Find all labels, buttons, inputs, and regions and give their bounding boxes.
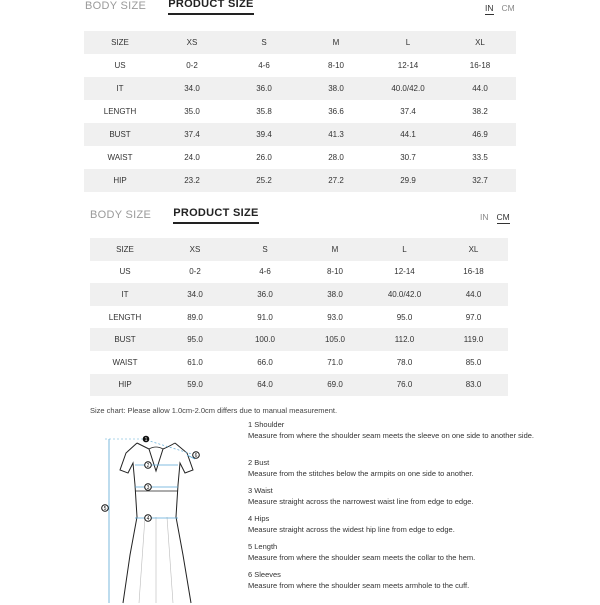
row-label-cell: IT bbox=[90, 283, 160, 306]
unit-in-button[interactable]: IN bbox=[485, 3, 494, 13]
table-cell: 76.0 bbox=[370, 374, 439, 397]
tabs-cm bbox=[90, 207, 259, 224]
row-label-cell: BUST bbox=[84, 123, 156, 146]
measurement-sleeves: 6 Sleeves Measure from where the shoulder seam meets armhole to the cuff. bbox=[248, 570, 470, 590]
table-cell: XS bbox=[160, 238, 230, 261]
table-cell: 93.0 bbox=[300, 306, 370, 329]
table-cell: 16-18 bbox=[439, 261, 508, 284]
table-cell: 100.0 bbox=[230, 328, 300, 351]
svg-text:3: 3 bbox=[146, 485, 150, 492]
table-cell: 97.0 bbox=[439, 306, 508, 329]
marker-2 bbox=[145, 462, 152, 470]
table-row bbox=[90, 261, 508, 284]
table-cell: 40.0/42.0 bbox=[370, 283, 439, 306]
unit-toggle-cm bbox=[480, 212, 510, 224]
table-cell: 44.0 bbox=[439, 283, 508, 306]
table-cell: 26.0 bbox=[228, 146, 300, 169]
row-label-cell: LENGTH bbox=[84, 100, 156, 123]
table-cell: 12-14 bbox=[372, 54, 444, 77]
dress-left-outline bbox=[120, 443, 137, 603]
tab-body-size[interactable]: BODY SIZE bbox=[85, 0, 147, 12]
table-cell: XS bbox=[156, 31, 228, 54]
table-cell: 69.0 bbox=[300, 374, 370, 397]
table-cell: 119.0 bbox=[439, 328, 508, 351]
table-row bbox=[90, 283, 508, 306]
svg-text:2: 2 bbox=[146, 463, 150, 470]
table-cell: 32.7 bbox=[444, 169, 516, 192]
table-row bbox=[90, 374, 508, 397]
unit-in-button[interactable]: IN bbox=[480, 212, 489, 222]
row-label-cell: US bbox=[90, 261, 160, 284]
row-label-cell: WAIST bbox=[90, 351, 160, 374]
table-cell: 85.0 bbox=[439, 351, 508, 374]
table-row bbox=[90, 351, 508, 374]
marker-6 bbox=[193, 452, 200, 460]
table-cell: 37.4 bbox=[156, 123, 228, 146]
row-label-cell: SIZE bbox=[90, 238, 160, 261]
unit-cm-button[interactable]: CM bbox=[501, 3, 515, 13]
marker-3 bbox=[145, 484, 152, 492]
unit-toggle-in bbox=[485, 3, 515, 15]
size-table-cm bbox=[90, 238, 508, 396]
table-cell: 37.4 bbox=[372, 100, 444, 123]
table-row bbox=[84, 169, 516, 192]
row-label-cell: SIZE bbox=[84, 31, 156, 54]
table-row bbox=[90, 328, 508, 351]
table-cell: 36.0 bbox=[228, 77, 300, 100]
table-cell: 112.0 bbox=[370, 328, 439, 351]
dress-diagram bbox=[95, 425, 240, 605]
table-cell: 61.0 bbox=[160, 351, 230, 374]
table-cell: L bbox=[370, 238, 439, 261]
table-cell: 95.0 bbox=[370, 306, 439, 329]
marker-4 bbox=[145, 515, 152, 523]
table-cell: 59.0 bbox=[160, 374, 230, 397]
table-cell: 95.0 bbox=[160, 328, 230, 351]
table-cell: 34.0 bbox=[160, 283, 230, 306]
dress-right-outline bbox=[175, 443, 193, 603]
tabs-in bbox=[85, 0, 254, 15]
table-cell: 25.2 bbox=[228, 169, 300, 192]
table-cell: 4-6 bbox=[228, 54, 300, 77]
svg-text:1: 1 bbox=[144, 437, 148, 444]
row-label-cell: US bbox=[84, 54, 156, 77]
table-cell: 44.0 bbox=[444, 77, 516, 100]
table-cell: S bbox=[230, 238, 300, 261]
table-cell: XL bbox=[444, 31, 516, 54]
table-cell: 8-10 bbox=[300, 261, 370, 284]
table-header-row bbox=[84, 31, 516, 54]
table-cell: 105.0 bbox=[300, 328, 370, 351]
row-label-cell: HIP bbox=[84, 169, 156, 192]
measurement-shoulder: 1 Shoulder Measure from where the shoulder seam meets the sleeve on one side to another side. bbox=[248, 420, 534, 440]
table-cell: 89.0 bbox=[160, 306, 230, 329]
table-cell: M bbox=[300, 31, 372, 54]
table-cell: L bbox=[372, 31, 444, 54]
row-label-cell: IT bbox=[84, 77, 156, 100]
table-cell: 23.2 bbox=[156, 169, 228, 192]
tab-body-size[interactable]: BODY SIZE bbox=[90, 209, 152, 221]
svg-text:5: 5 bbox=[103, 506, 107, 513]
table-row bbox=[84, 100, 516, 123]
table-cell: 40.0/42.0 bbox=[372, 77, 444, 100]
table-cell: 28.0 bbox=[300, 146, 372, 169]
table-cell: 64.0 bbox=[230, 374, 300, 397]
table-row bbox=[84, 54, 516, 77]
table-cell: 0-2 bbox=[160, 261, 230, 284]
table-cell: 91.0 bbox=[230, 306, 300, 329]
table-header-row bbox=[90, 238, 508, 261]
table-cell: 36.6 bbox=[300, 100, 372, 123]
table-cell: 34.0 bbox=[156, 77, 228, 100]
table-cell: 35.8 bbox=[228, 100, 300, 123]
table-cell: 38.0 bbox=[300, 77, 372, 100]
table-cell: 12-14 bbox=[370, 261, 439, 284]
table-cell: 46.9 bbox=[444, 123, 516, 146]
svg-text:4: 4 bbox=[146, 516, 150, 523]
unit-cm-button[interactable]: CM bbox=[496, 212, 510, 222]
table-cell: 41.3 bbox=[300, 123, 372, 146]
measurement-waist: 3 Waist Measure straight across the narrowest waist line from edge to edge. bbox=[248, 486, 474, 506]
table-cell: 27.2 bbox=[300, 169, 372, 192]
table-cell: 83.0 bbox=[439, 374, 508, 397]
row-label-cell: BUST bbox=[90, 328, 160, 351]
table-cell: 38.0 bbox=[300, 283, 370, 306]
table-cell: 38.2 bbox=[444, 100, 516, 123]
table-cell: S bbox=[228, 31, 300, 54]
marker-5 bbox=[102, 505, 109, 513]
tab-product-size[interactable]: PRODUCT SIZE bbox=[173, 207, 259, 224]
table-cell: 8-10 bbox=[300, 54, 372, 77]
table-cell: 30.7 bbox=[372, 146, 444, 169]
svg-text:6: 6 bbox=[194, 453, 198, 460]
table-cell: 71.0 bbox=[300, 351, 370, 374]
marker-1 bbox=[143, 436, 150, 444]
row-label-cell: LENGTH bbox=[90, 306, 160, 329]
table-cell: 78.0 bbox=[370, 351, 439, 374]
table-cell: 44.1 bbox=[372, 123, 444, 146]
row-label-cell: HIP bbox=[90, 374, 160, 397]
tab-product-size[interactable]: PRODUCT SIZE bbox=[168, 0, 254, 15]
measurement-length: 5 Length Measure from where the shoulder seam meets the collar to the hem. bbox=[248, 542, 476, 562]
measurement-hips: 4 Hips Measure straight across the widest hip line from edge to edge. bbox=[248, 514, 455, 534]
table-cell: 29.9 bbox=[372, 169, 444, 192]
table-cell: 0-2 bbox=[156, 54, 228, 77]
table-row bbox=[84, 146, 516, 169]
table-row bbox=[84, 123, 516, 146]
table-cell: 66.0 bbox=[230, 351, 300, 374]
table-row bbox=[84, 77, 516, 100]
table-cell: 36.0 bbox=[230, 283, 300, 306]
table-cell: 16-18 bbox=[444, 54, 516, 77]
measurement-bust: 2 Bust Measure from the stitches below the armpits on one side to another. bbox=[248, 458, 474, 478]
row-label-cell: WAIST bbox=[84, 146, 156, 169]
table-cell: XL bbox=[439, 238, 508, 261]
table-cell: 35.0 bbox=[156, 100, 228, 123]
table-cell: 4-6 bbox=[230, 261, 300, 284]
table-cell: M bbox=[300, 238, 370, 261]
table-row bbox=[90, 306, 508, 329]
size-chart-note: Size chart: Please allow 1.0cm-2.0cm differs due to manual measurement. bbox=[90, 406, 338, 415]
table-cell: 24.0 bbox=[156, 146, 228, 169]
table-cell: 39.4 bbox=[228, 123, 300, 146]
table-cell: 33.5 bbox=[444, 146, 516, 169]
size-table-in bbox=[84, 31, 516, 192]
